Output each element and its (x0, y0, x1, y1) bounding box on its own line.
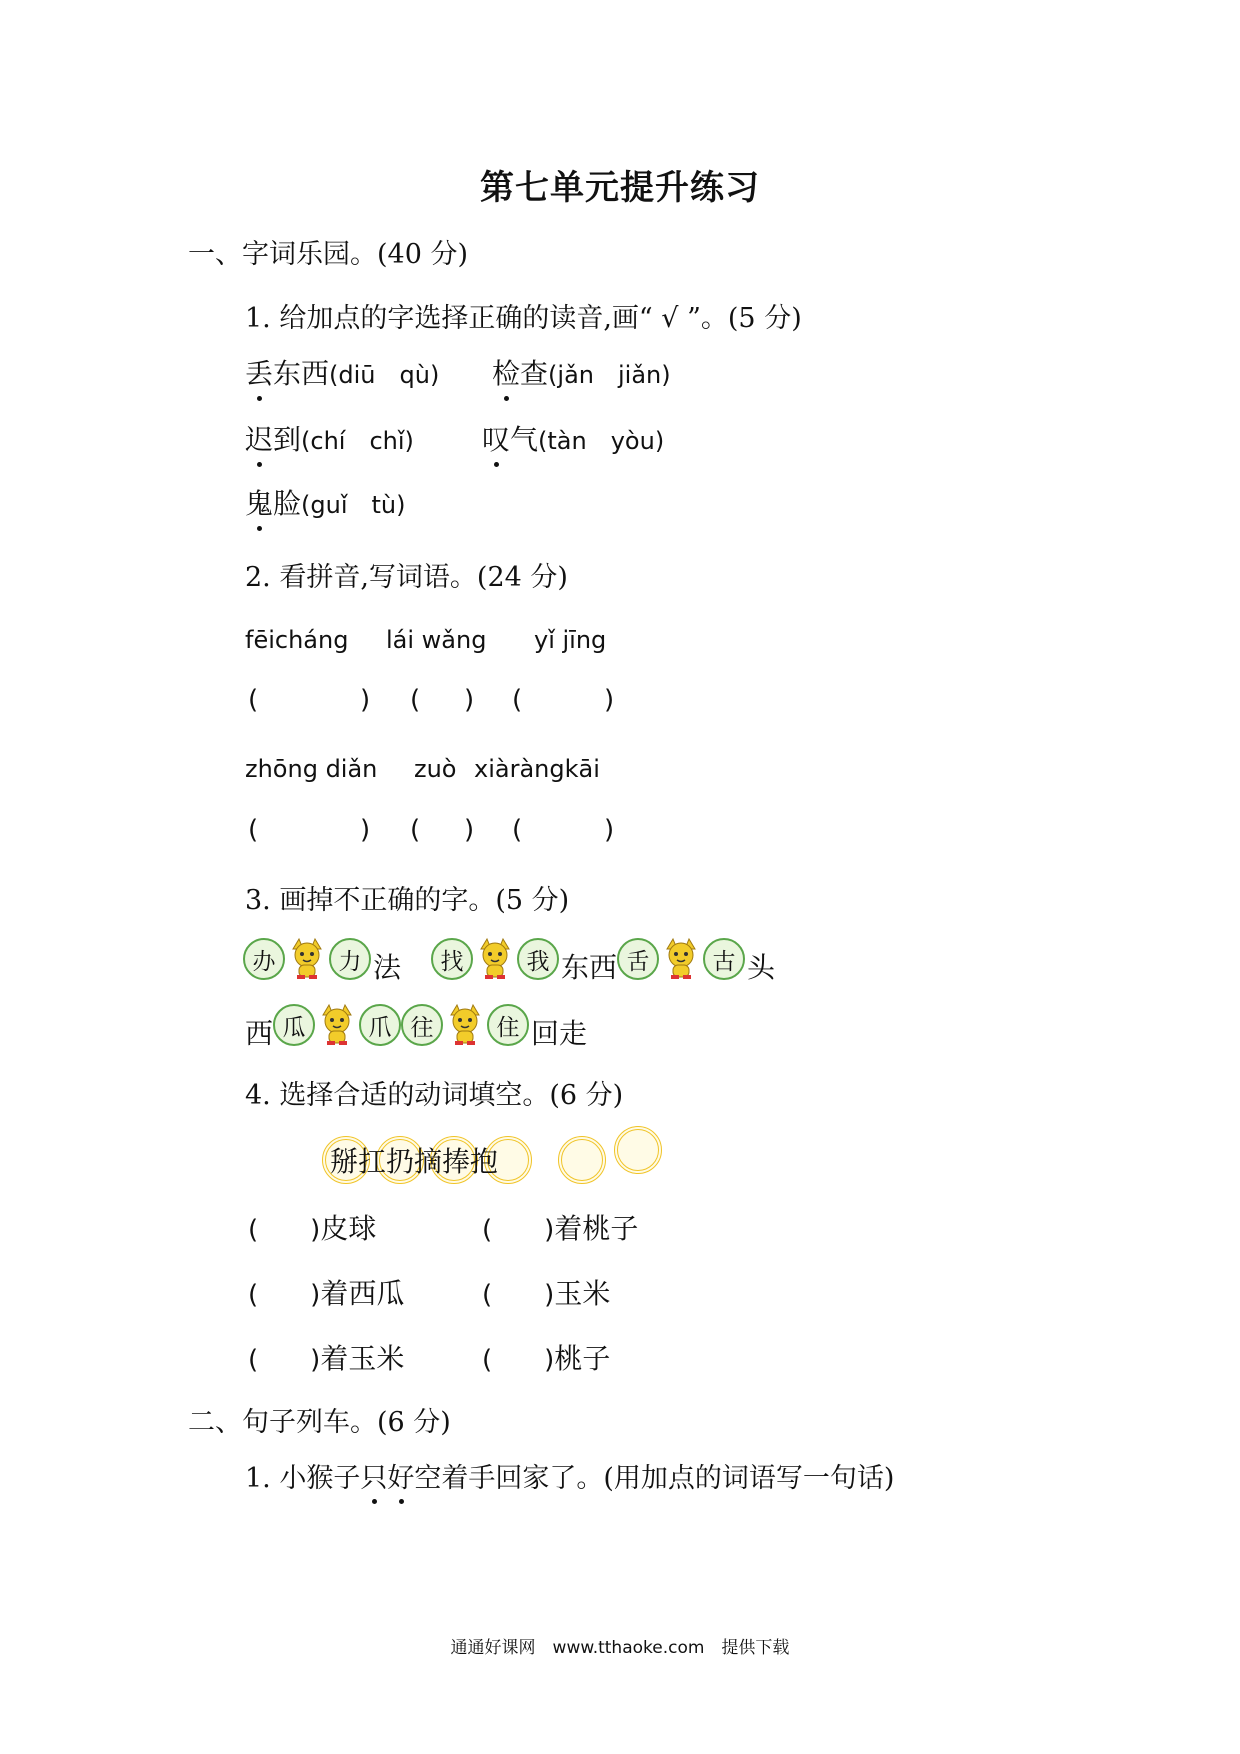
cat-icon (443, 1003, 487, 1047)
choice-circle[interactable]: 办 (243, 938, 285, 980)
dotted-char: 叹 (482, 418, 510, 458)
answer-paren-close: ) (464, 815, 475, 845)
cat-icon (659, 937, 703, 981)
q3-lead: 西 (245, 1017, 274, 1050)
q3-row-1 (243, 932, 775, 986)
answer-paren-open: ( (512, 815, 523, 845)
choice-circle[interactable]: 爪 (359, 1004, 401, 1046)
s2-q1: 1. 小猴子只好空着手回家了。(用加点的词语写一句话) (245, 1456, 894, 1495)
pinyin-word: lái wǎng (386, 626, 487, 654)
answer-paren-close: ) (464, 685, 475, 715)
q4-item-6: ( )桃子 (482, 1342, 611, 1375)
section-2-heading: 二、句子列车。(6 分) (188, 1407, 451, 1438)
q3-tail: 头 (747, 951, 776, 984)
q3-tail: 东西 (561, 951, 618, 984)
choice-circle[interactable]: 瓜 (273, 1004, 315, 1046)
cat-icon (285, 937, 329, 981)
answer-paren-close: ) (360, 685, 371, 715)
answer-paren-open: ( (410, 685, 421, 715)
answer-paren-open: ( (410, 815, 421, 845)
q3-prompt: 3. 画掉不正确的字。(5 分) (245, 885, 570, 916)
pinyin-options: (guǐ tù) (301, 491, 406, 519)
q2-prompt: 2. 看拼音,写词语。(24 分) (245, 562, 568, 593)
q1-item-2: 检查(jǎn jiǎn) (492, 352, 671, 392)
q1-item-1: 丢东西(diū qù) (245, 352, 439, 392)
answer-paren-open: ( (512, 685, 523, 715)
q4-prompt: 4. 选择合适的动词填空。(6 分) (245, 1080, 624, 1111)
q3-tail: 法 (373, 951, 402, 984)
answer-paren-close: ) (360, 815, 371, 845)
q1-item-4: 叹气(tàn yòu) (482, 418, 664, 458)
pinyin-word: xiàràngkāi (474, 755, 600, 783)
cat-icon (473, 937, 517, 981)
flower-decoration (614, 1126, 662, 1174)
q3-row-2 (245, 998, 587, 1052)
section-1-heading: 一、字词乐园。(40 分) (188, 239, 469, 270)
q1-prompt: 1. 给加点的字选择正确的读音,画“ √ ”。(5 分) (245, 303, 802, 334)
pinyin-word: zuò (414, 755, 457, 783)
flower-decoration (558, 1136, 606, 1184)
pinyin-options: (diū qù) (329, 361, 440, 389)
word-bank: 掰扛扔摘捧抱 (330, 1145, 499, 1178)
pinyin-word: zhōng diǎn (245, 755, 378, 783)
answer-paren-open: ( (248, 815, 259, 845)
answer-paren-open: ( (248, 685, 259, 715)
answer-paren-close: ) (604, 815, 615, 845)
pinyin-word: yǐ jīng (534, 626, 607, 654)
pinyin-options: (chí chǐ) (301, 427, 414, 455)
q4-item-2: ( )着桃子 (482, 1212, 639, 1245)
answer-paren-close: ) (604, 685, 615, 715)
pinyin-options: (jǎn jiǎn) (548, 361, 671, 389)
q3-tail: 回走 (531, 1017, 588, 1050)
cat-icon (315, 1003, 359, 1047)
q4-item-4: ( )玉米 (482, 1277, 611, 1310)
q1-item-3: 迟到(chí chǐ) (245, 418, 414, 458)
dotted-char: 只 (360, 1456, 387, 1495)
dotted-char: 丢 (245, 352, 273, 392)
choice-circle[interactable]: 我 (517, 938, 559, 980)
choice-circle[interactable]: 找 (431, 938, 473, 980)
dotted-char: 好 (387, 1456, 414, 1495)
dotted-char: 检 (492, 352, 520, 392)
footer-source: 通通好课网 www.tthaoke.com 提供下载 (450, 1638, 790, 1658)
q4-item-5: ( )着玉米 (248, 1342, 405, 1375)
dotted-char: 鬼 (245, 482, 273, 522)
pinyin-word: fēicháng (245, 626, 349, 654)
choice-circle[interactable]: 古 (703, 938, 745, 980)
q4-item-3: ( )着西瓜 (248, 1277, 405, 1310)
choice-circle[interactable]: 力 (329, 938, 371, 980)
choice-circle[interactable]: 舌 (617, 938, 659, 980)
dotted-char: 迟 (245, 418, 273, 458)
q4-item-1: ( )皮球 (248, 1212, 377, 1245)
choice-circle[interactable]: 往 (401, 1004, 443, 1046)
page-title: 第七单元提升练习 (480, 168, 760, 208)
q1-item-5: 鬼脸(guǐ tù) (245, 482, 406, 522)
pinyin-options: (tàn yòu) (538, 427, 665, 455)
choice-circle[interactable]: 住 (487, 1004, 529, 1046)
